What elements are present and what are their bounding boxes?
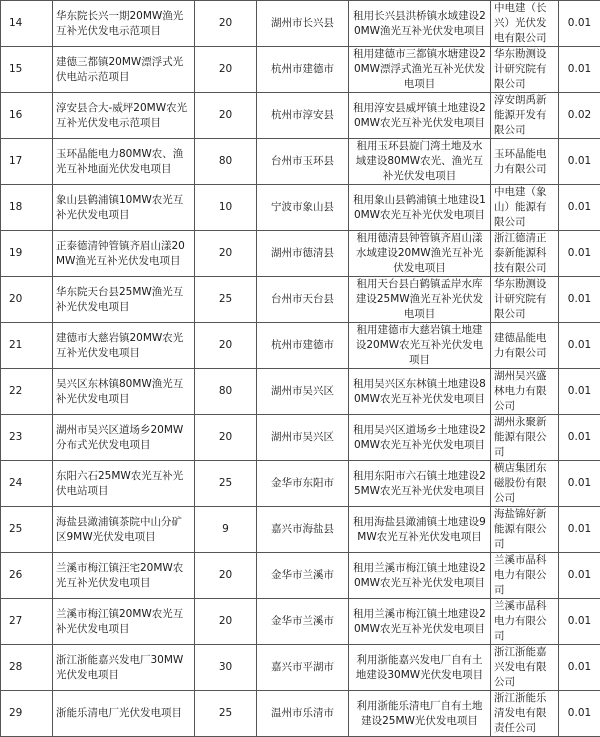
subsidy-value-cell: 0.01 bbox=[559, 415, 600, 461]
capacity-mw-cell: 20 bbox=[195, 415, 257, 461]
table-row bbox=[1, 231, 600, 277]
table-row bbox=[1, 323, 600, 369]
company-name-cell: 中电建（象山）能源有限公司 bbox=[491, 185, 559, 231]
project-name-cell: 吴兴区东林镇80MW渔光互补光伏发电项目 bbox=[53, 369, 195, 415]
subsidy-value-cell: 0.01 bbox=[559, 691, 600, 737]
subsidy-value-cell: 0.01 bbox=[559, 599, 600, 645]
table-row bbox=[1, 139, 600, 185]
subsidy-value-cell: 0.02 bbox=[559, 93, 600, 139]
row-number-cell: 24 bbox=[1, 461, 53, 507]
project-location-cell: 金华市兰溪市 bbox=[257, 599, 349, 645]
project-name-cell: 正泰德清钟管镇齐眉山漾20MW渔光互补光伏发电项目 bbox=[53, 231, 195, 277]
row-number-cell: 21 bbox=[1, 323, 53, 369]
company-name-cell: 横店集团东磁股份有限公司 bbox=[491, 461, 559, 507]
project-description-cell: 租用长兴县洪桥镇水域建设20MW渔光互补光伏发电项目 bbox=[349, 1, 491, 47]
row-number-cell: 15 bbox=[1, 47, 53, 93]
company-name-cell: 浙江德清正泰新能源科技有限公司 bbox=[491, 231, 559, 277]
project-name-cell: 兰溪市梅江镇汪宅20MW农光互补光伏发电项目 bbox=[53, 553, 195, 599]
capacity-mw-cell: 80 bbox=[195, 139, 257, 185]
row-number-cell: 20 bbox=[1, 277, 53, 323]
table-row bbox=[1, 461, 600, 507]
project-description-cell: 租用淳安县威坪镇土地建设20MW农光互补光伏发电项目 bbox=[349, 93, 491, 139]
project-description-cell: 利用浙能嘉兴发电厂自有土地建设30MW光伏发电项目 bbox=[349, 645, 491, 691]
table-row bbox=[1, 599, 600, 645]
table-row bbox=[1, 1, 600, 47]
project-location-cell: 嘉兴市平湖市 bbox=[257, 645, 349, 691]
subsidy-value-cell: 0.01 bbox=[559, 323, 600, 369]
project-location-cell: 宁波市象山县 bbox=[257, 185, 349, 231]
row-number-cell: 18 bbox=[1, 185, 53, 231]
capacity-mw-cell: 25 bbox=[195, 277, 257, 323]
capacity-mw-cell: 20 bbox=[195, 599, 257, 645]
company-name-cell: 淳安朗禹新能源开发有限公司 bbox=[491, 93, 559, 139]
project-location-cell: 台州市天台县 bbox=[257, 277, 349, 323]
capacity-mw-cell: 30 bbox=[195, 645, 257, 691]
capacity-mw-cell: 20 bbox=[195, 553, 257, 599]
company-name-cell: 兰溪市晶科电力有限公司 bbox=[491, 553, 559, 599]
capacity-mw-cell: 20 bbox=[195, 47, 257, 93]
row-number-cell: 22 bbox=[1, 369, 53, 415]
project-description-cell: 租用建德市三都镇水塘建设20MW漂浮式渔光互补光伏发电项目 bbox=[349, 47, 491, 93]
company-name-cell: 中电建（长兴）光伏发电有限公司 bbox=[491, 1, 559, 47]
row-number-cell: 19 bbox=[1, 231, 53, 277]
table-row bbox=[1, 185, 600, 231]
project-name-cell: 浙江浙能嘉兴发电厂30MW光伏发电项目 bbox=[53, 645, 195, 691]
project-location-cell: 嘉兴市海盐县 bbox=[257, 507, 349, 553]
table-row bbox=[1, 415, 600, 461]
project-description-cell: 租用吴兴区东林镇土地建设80MW农光互补光伏发电项目 bbox=[349, 369, 491, 415]
project-name-cell: 建德三都镇20MW漂浮式光伏电站示范项目 bbox=[53, 47, 195, 93]
company-name-cell: 浙江浙能嘉兴发电有限公司 bbox=[491, 645, 559, 691]
project-name-cell: 海盐县澉浦镇茶院中山分矿区9MW光伏发电项目 bbox=[53, 507, 195, 553]
project-name-cell: 东阳六石25MW农光互补光伏电站项目 bbox=[53, 461, 195, 507]
capacity-mw-cell: 10 bbox=[195, 185, 257, 231]
project-location-cell: 杭州市淳安县 bbox=[257, 93, 349, 139]
company-name-cell: 海盐锦好新能源有限公司 bbox=[491, 507, 559, 553]
row-number-cell: 16 bbox=[1, 93, 53, 139]
project-location-cell: 湖州市吴兴区 bbox=[257, 415, 349, 461]
subsidy-value-cell: 0.01 bbox=[559, 231, 600, 277]
project-description-cell: 利用浙能乐清电厂自有土地建设25MW光伏发电项目 bbox=[349, 691, 491, 737]
subsidy-value-cell: 0.01 bbox=[559, 461, 600, 507]
capacity-mw-cell: 80 bbox=[195, 369, 257, 415]
project-name-cell: 湖州市吴兴区道场乡20MW分布式光伏发电项目 bbox=[53, 415, 195, 461]
project-description-cell: 租用兰溪市梅江镇土地建设20MW农光互补光伏发电项目 bbox=[349, 553, 491, 599]
company-name-cell: 华东勘测设计研究院有限公司 bbox=[491, 47, 559, 93]
project-name-cell: 华东院天台县25MW渔光互补光伏发电项目 bbox=[53, 277, 195, 323]
table-row bbox=[1, 47, 600, 93]
subsidy-value-cell: 0.01 bbox=[559, 369, 600, 415]
project-name-cell: 玉环晶能电力80MW农、渔光互补地面光伏发电项目 bbox=[53, 139, 195, 185]
project-name-cell: 华东院长兴一期20MW渔光互补光伏发电示范项目 bbox=[53, 1, 195, 47]
row-number-cell: 23 bbox=[1, 415, 53, 461]
project-description-cell: 租用东阳市六石镇土地建设25MW农光互补光伏发电项目 bbox=[349, 461, 491, 507]
project-description-cell: 租用象山县鹤浦镇土地建设10MW农光互补光伏发电项目 bbox=[349, 185, 491, 231]
row-number-cell: 26 bbox=[1, 553, 53, 599]
row-number-cell: 14 bbox=[1, 1, 53, 47]
project-description-cell: 租用建德市大慈岩镇土地建设20MW农光互补光伏发电项目 bbox=[349, 323, 491, 369]
table-row bbox=[1, 645, 600, 691]
company-name-cell: 湖州吴兴盛林电力有限公司 bbox=[491, 369, 559, 415]
project-location-cell: 湖州市吴兴区 bbox=[257, 369, 349, 415]
table-row bbox=[1, 93, 600, 139]
table-row bbox=[1, 277, 600, 323]
capacity-mw-cell: 20 bbox=[195, 93, 257, 139]
project-description-cell: 租用天台县白鹤镇孟岸水库建设25MW渔光互补光伏发电项目 bbox=[349, 277, 491, 323]
capacity-mw-cell: 20 bbox=[195, 323, 257, 369]
project-description-cell: 租用玉环县旋门湾土地及水域建设80MW农光、渔光互补光伏发电项目 bbox=[349, 139, 491, 185]
table-row bbox=[1, 507, 600, 553]
project-description-cell: 租用吴兴区道场乡土地建设20MW农光互补光伏发电项目 bbox=[349, 415, 491, 461]
project-description-cell: 租用兰溪市梅江镇土地建设20MW农光互补光伏发电项目 bbox=[349, 599, 491, 645]
project-location-cell: 台州市玉环县 bbox=[257, 139, 349, 185]
company-name-cell: 兰溪市晶科电力有限公司 bbox=[491, 599, 559, 645]
table-row bbox=[1, 369, 600, 415]
table-row bbox=[1, 553, 600, 599]
subsidy-value-cell: 0.01 bbox=[559, 553, 600, 599]
row-number-cell: 28 bbox=[1, 645, 53, 691]
subsidy-value-cell: 0.01 bbox=[559, 47, 600, 93]
row-number-cell: 27 bbox=[1, 599, 53, 645]
row-number-cell: 17 bbox=[1, 139, 53, 185]
subsidy-value-cell: 0.01 bbox=[559, 1, 600, 47]
company-name-cell: 华东勘测设计研究院有限公司 bbox=[491, 277, 559, 323]
project-name-cell: 兰溪市梅江镇20MW农光互补光伏发电项目 bbox=[53, 599, 195, 645]
project-location-cell: 杭州市建德市 bbox=[257, 323, 349, 369]
company-name-cell: 湖州永聚新能源有限公司 bbox=[491, 415, 559, 461]
project-name-cell: 浙能乐清电厂光伏发电项目 bbox=[53, 691, 195, 737]
project-location-cell: 湖州市长兴县 bbox=[257, 1, 349, 47]
subsidy-value-cell: 0.01 bbox=[559, 277, 600, 323]
project-location-cell: 温州市乐清市 bbox=[257, 691, 349, 737]
table-row bbox=[1, 691, 600, 737]
subsidy-value-cell: 0.01 bbox=[559, 139, 600, 185]
table-body bbox=[1, 1, 600, 737]
project-name-cell: 象山县鹤浦镇10MW农光互补光伏发电项目 bbox=[53, 185, 195, 231]
capacity-mw-cell: 20 bbox=[195, 231, 257, 277]
capacity-mw-cell: 25 bbox=[195, 691, 257, 737]
project-location-cell: 金华市兰溪市 bbox=[257, 553, 349, 599]
company-name-cell: 浙江浙能乐清发电有限责任公司 bbox=[491, 691, 559, 737]
row-number-cell: 29 bbox=[1, 691, 53, 737]
project-name-cell: 淳安县合大-威坪20MW农光互补光伏发电示范项目 bbox=[53, 93, 195, 139]
project-location-cell: 杭州市建德市 bbox=[257, 47, 349, 93]
project-description-cell: 租用海盐县澉浦镇土地建设9MW农光互补光伏发电项目 bbox=[349, 507, 491, 553]
subsidy-value-cell: 0.01 bbox=[559, 645, 600, 691]
project-location-cell: 湖州市德清县 bbox=[257, 231, 349, 277]
capacity-mw-cell: 25 bbox=[195, 461, 257, 507]
capacity-mw-cell: 20 bbox=[195, 1, 257, 47]
project-description-cell: 租用德清县钟管镇齐眉山漾水域建设20MW渔光互补光伏发电项目 bbox=[349, 231, 491, 277]
capacity-mw-cell: 9 bbox=[195, 507, 257, 553]
subsidy-value-cell: 0.01 bbox=[559, 507, 600, 553]
company-name-cell: 建德晶能电力有限公司 bbox=[491, 323, 559, 369]
project-location-cell: 金华市东阳市 bbox=[257, 461, 349, 507]
subsidy-value-cell: 0.01 bbox=[559, 185, 600, 231]
company-name-cell: 玉环晶能电力有限公司 bbox=[491, 139, 559, 185]
project-name-cell: 建德市大慈岩镇20MW农光互补光伏发电项目 bbox=[53, 323, 195, 369]
row-number-cell: 25 bbox=[1, 507, 53, 553]
